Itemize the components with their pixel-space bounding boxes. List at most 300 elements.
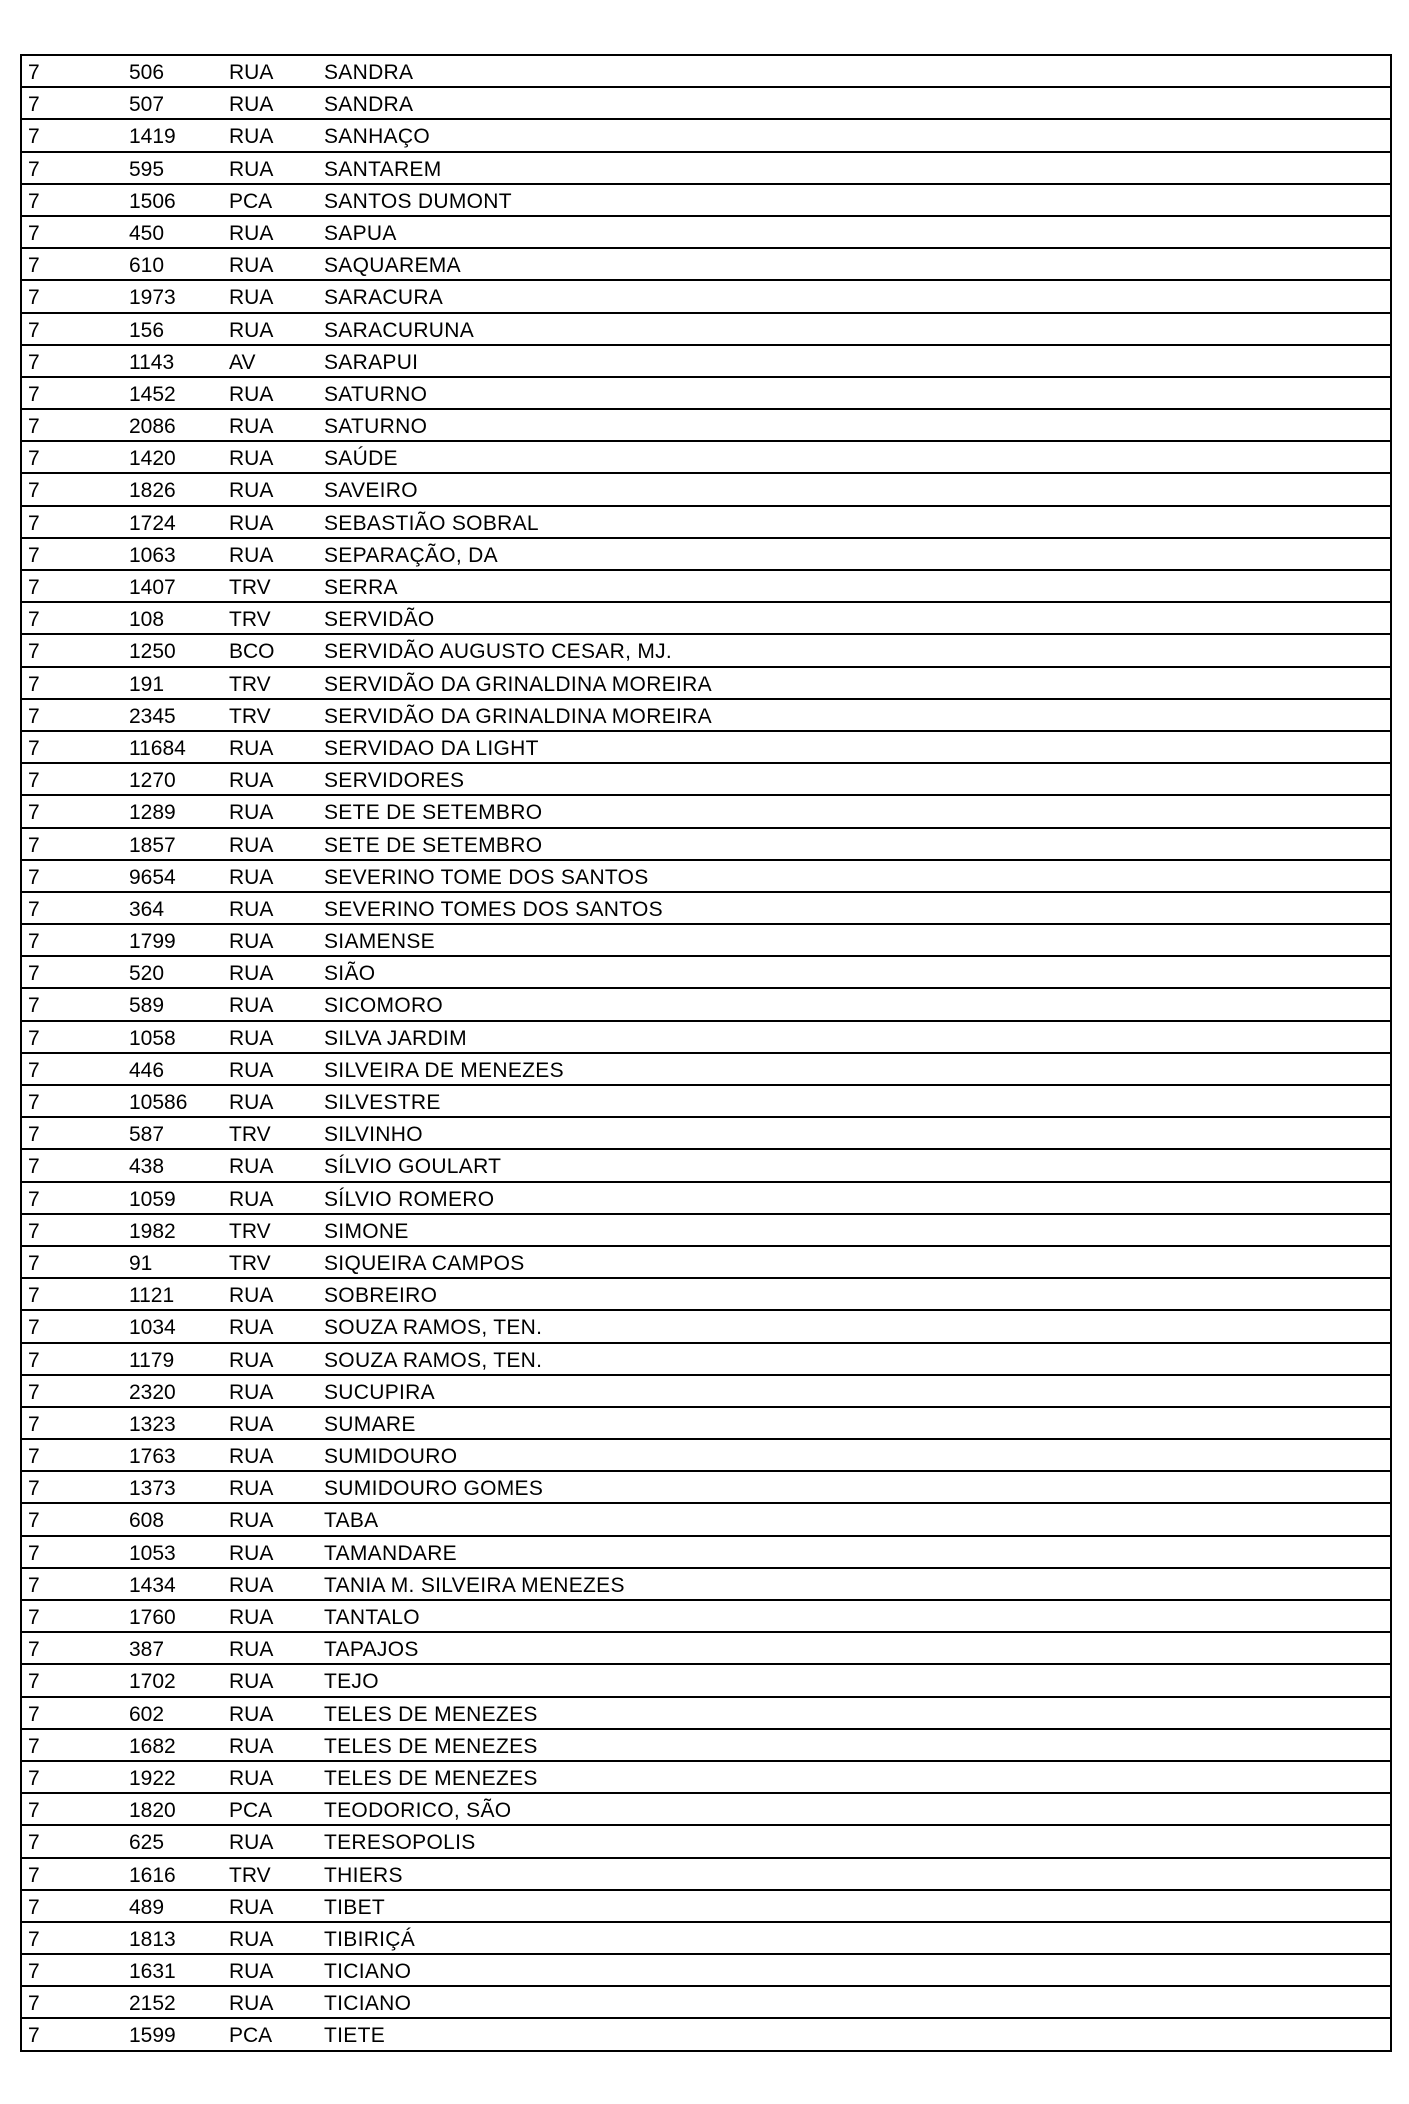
street-name-cell: TEJO	[324, 1670, 379, 1694]
code-cell: 1289	[129, 801, 176, 825]
zone-cell: 7	[28, 897, 40, 921]
street-type-cell: RUA	[229, 318, 274, 342]
table-row	[22, 120, 1390, 152]
street-name-cell: TAMANDARE	[324, 1541, 457, 1565]
zone-cell: 7	[28, 221, 40, 245]
zone-cell: 7	[28, 1831, 40, 1855]
street-type-cell: AV	[229, 350, 256, 374]
street-name-cell: SERVIDORES	[324, 769, 465, 793]
code-cell: 506	[129, 61, 165, 84]
street-type-cell: RUA	[229, 736, 274, 760]
table-row	[22, 764, 1390, 796]
street-type-cell: RUA	[229, 1670, 274, 1694]
street-name-cell: TANTALO	[324, 1606, 420, 1629]
street-name-cell: TICIANO	[324, 1960, 412, 1984]
table-row	[22, 989, 1390, 1021]
code-cell: 1058	[129, 1026, 176, 1050]
street-type-cell: RUA	[229, 1509, 274, 1533]
zone-cell: 7	[28, 1284, 40, 1308]
table-row	[22, 571, 1390, 603]
street-name-cell: TABA	[324, 1509, 379, 1533]
zone-cell: 7	[28, 1477, 40, 1501]
code-cell: 1799	[129, 930, 176, 954]
code-cell: 108	[129, 608, 165, 632]
zone-cell: 7	[28, 189, 40, 213]
table-row	[22, 1472, 1390, 1504]
code-cell: 1982	[129, 1219, 176, 1243]
code-cell: 2086	[129, 415, 176, 439]
table-row	[22, 1633, 1390, 1665]
street-name-cell: SUMARE	[324, 1412, 416, 1436]
street-name-cell: SETE DE SETEMBRO	[324, 801, 543, 825]
street-name-cell: SÍLVIO GOULART	[324, 1155, 502, 1179]
zone-cell: 7	[28, 286, 40, 310]
street-type-cell: RUA	[229, 93, 274, 117]
table-row	[22, 1408, 1390, 1440]
zone-cell: 7	[28, 511, 40, 535]
table-row	[22, 249, 1390, 281]
street-type-cell: RUA	[229, 1155, 274, 1179]
street-type-cell: RUA	[229, 1445, 274, 1469]
street-type-cell: RUA	[229, 1960, 274, 1984]
code-cell: 1826	[129, 479, 176, 503]
street-name-cell: SOUZA RAMOS, TEN.	[324, 1316, 543, 1340]
street-type-cell: RUA	[229, 511, 274, 535]
table-row	[22, 957, 1390, 989]
code-cell: 91	[129, 1251, 153, 1275]
code-cell: 602	[129, 1702, 165, 1726]
street-type-cell: RUA	[229, 994, 274, 1018]
street-type-cell: TRV	[229, 1219, 271, 1243]
street-name-cell: SAPUA	[324, 221, 397, 245]
street-type-cell: RUA	[229, 1284, 274, 1308]
zone-cell: 7	[28, 1573, 40, 1597]
code-cell: 1973	[129, 286, 176, 310]
code-cell: 1506	[129, 189, 176, 213]
street-type-cell: RUA	[229, 382, 274, 406]
zone-cell: 7	[28, 157, 40, 181]
street-type-cell: RUA	[229, 157, 274, 181]
code-cell: 2320	[129, 1380, 176, 1404]
street-type-cell: BCO	[229, 640, 275, 664]
table-row	[22, 1215, 1390, 1247]
street-type-cell: RUA	[229, 221, 274, 245]
table-row	[22, 378, 1390, 410]
street-name-cell: SANDRA	[324, 61, 414, 84]
street-type-cell: RUA	[229, 479, 274, 503]
table-row	[22, 829, 1390, 861]
street-type-cell: RUA	[229, 1091, 274, 1114]
table-row	[22, 153, 1390, 185]
street-name-cell: SARACURUNA	[324, 318, 475, 342]
street-type-cell: TRV	[229, 672, 271, 696]
code-cell: 191	[129, 672, 165, 696]
zone-cell: 7	[28, 608, 40, 632]
table-row	[22, 603, 1390, 635]
code-cell: 1373	[129, 1477, 176, 1501]
code-cell: 11684	[129, 736, 186, 760]
street-type-cell: RUA	[229, 897, 274, 921]
street-type-cell: RUA	[229, 254, 274, 278]
table-row	[22, 796, 1390, 828]
street-type-cell: RUA	[229, 1541, 274, 1565]
zone-cell: 7	[28, 1509, 40, 1533]
street-type-cell: RUA	[229, 1573, 274, 1597]
table-row	[22, 281, 1390, 313]
code-cell: 1250	[129, 640, 176, 664]
table-row	[22, 668, 1390, 700]
code-cell: 625	[129, 1831, 165, 1855]
street-type-cell: RUA	[229, 415, 274, 439]
zone-cell: 7	[28, 672, 40, 696]
table-row	[22, 1150, 1390, 1182]
street-type-cell: RUA	[229, 865, 274, 889]
street-name-cell: SIÃO	[324, 962, 376, 986]
street-name-cell: SANTOS DUMONT	[324, 189, 512, 213]
table-row	[22, 635, 1390, 667]
zone-cell: 7	[28, 1541, 40, 1565]
table-row	[22, 1923, 1390, 1955]
zone-cell: 7	[28, 415, 40, 439]
code-cell: 1270	[129, 769, 176, 793]
street-name-cell: TEODORICO, SÃO	[324, 1799, 512, 1823]
street-name-cell: SERVIDAO DA LIGHT	[324, 736, 539, 760]
zone-cell: 7	[28, 736, 40, 760]
street-name-cell: SAÚDE	[324, 447, 398, 471]
code-cell: 1452	[129, 382, 176, 406]
street-name-cell: SOUZA RAMOS, TEN.	[324, 1348, 543, 1372]
zone-cell: 7	[28, 318, 40, 342]
street-name-cell: SANHAÇO	[324, 125, 430, 149]
code-cell: 1631	[129, 1960, 176, 1984]
code-cell: 608	[129, 1509, 165, 1533]
street-name-cell: TIBET	[324, 1895, 386, 1919]
zone-cell: 7	[28, 350, 40, 374]
code-cell: 1143	[129, 350, 175, 374]
table-row	[22, 1955, 1390, 1987]
street-type-cell: RUA	[229, 1477, 274, 1501]
table-row	[22, 1859, 1390, 1891]
zone-cell: 7	[28, 1606, 40, 1629]
street-name-cell: TERESOPOLIS	[324, 1831, 476, 1855]
zone-cell: 7	[28, 1058, 40, 1082]
street-type-cell: TRV	[229, 704, 271, 728]
street-name-cell: SIQUEIRA CAMPOS	[324, 1251, 525, 1275]
street-name-cell: SERVIDÃO DA GRINALDINA MOREIRA	[324, 672, 712, 696]
zone-cell: 7	[28, 1766, 40, 1790]
table-row	[22, 1118, 1390, 1150]
street-name-cell: TANIA M. SILVEIRA MENEZES	[324, 1573, 625, 1597]
zone-cell: 7	[28, 1734, 40, 1758]
zone-cell: 7	[28, 382, 40, 406]
code-cell: 1922	[129, 1766, 176, 1790]
table-row	[22, 2019, 1390, 2051]
street-type-cell: RUA	[229, 447, 274, 471]
street-name-cell: SANDRA	[324, 93, 414, 117]
table-row	[22, 1569, 1390, 1601]
zone-cell: 7	[28, 994, 40, 1018]
street-name-cell: SERVIDÃO DA GRINALDINA MOREIRA	[324, 704, 712, 728]
table-row	[22, 185, 1390, 217]
street-type-cell: TRV	[229, 1251, 271, 1275]
zone-cell: 7	[28, 479, 40, 503]
street-type-cell: RUA	[229, 801, 274, 825]
code-cell: 2152	[129, 1992, 176, 2016]
code-cell: 1419	[129, 125, 176, 149]
table-row	[22, 1440, 1390, 1472]
street-name-cell: SICOMORO	[324, 994, 444, 1018]
code-cell: 1820	[129, 1799, 176, 1823]
code-cell: 1599	[129, 2024, 176, 2048]
code-cell: 364	[129, 897, 165, 921]
table-row	[22, 1376, 1390, 1408]
zone-cell: 7	[28, 801, 40, 825]
street-name-cell: TELES DE MENEZES	[324, 1702, 538, 1726]
street-name-cell: SOBREIRO	[324, 1284, 438, 1308]
street-name-cell: SEPARAÇÃO, DA	[324, 543, 498, 567]
zone-cell: 7	[28, 1123, 40, 1147]
table-row	[22, 507, 1390, 539]
street-type-cell: RUA	[229, 286, 274, 310]
code-cell: 489	[129, 1895, 165, 1919]
street-name-cell: SEVERINO TOMES DOS SANTOS	[324, 897, 663, 921]
street-type-cell: RUA	[229, 769, 274, 793]
zone-cell: 7	[28, 769, 40, 793]
street-name-cell: SÍLVIO ROMERO	[324, 1187, 495, 1211]
table-row	[22, 1054, 1390, 1086]
table-row	[22, 88, 1390, 120]
street-type-cell: RUA	[229, 1606, 274, 1629]
street-type-cell: TRV	[229, 608, 271, 632]
street-name-cell: SAVEIRO	[324, 479, 418, 503]
zone-cell: 7	[28, 1445, 40, 1469]
zone-cell: 7	[28, 1412, 40, 1436]
code-cell: 1616	[129, 1863, 176, 1887]
code-cell: 1323	[129, 1412, 176, 1436]
zone-cell: 7	[28, 1895, 40, 1919]
street-name-cell: SARACURA	[324, 286, 444, 310]
code-cell: 9654	[129, 865, 176, 889]
table-row	[22, 1086, 1390, 1118]
code-cell: 1059	[129, 1187, 176, 1211]
code-cell: 446	[129, 1058, 165, 1082]
street-name-cell: SANTAREM	[324, 157, 442, 181]
zone-cell: 7	[28, 930, 40, 954]
table-row	[22, 925, 1390, 957]
code-cell: 589	[129, 994, 165, 1018]
code-cell: 1034	[129, 1316, 176, 1340]
street-type-cell: PCA	[229, 2024, 273, 2048]
street-name-cell: SILVEIRA DE MENEZES	[324, 1058, 564, 1082]
code-cell: 1760	[129, 1606, 176, 1629]
code-cell: 595	[129, 157, 165, 181]
table-row	[22, 1247, 1390, 1279]
street-name-cell: TELES DE MENEZES	[324, 1734, 538, 1758]
table-row	[22, 1762, 1390, 1794]
table-row	[22, 539, 1390, 571]
table-row	[22, 1344, 1390, 1376]
street-type-cell: RUA	[229, 1992, 274, 2016]
street-name-cell: TELES DE MENEZES	[324, 1766, 538, 1790]
table-row	[22, 1601, 1390, 1633]
street-name-cell: SARAPUI	[324, 350, 419, 374]
table-row	[22, 1311, 1390, 1343]
zone-cell: 7	[28, 1155, 40, 1179]
street-name-cell: SIAMENSE	[324, 930, 435, 954]
zone-cell: 7	[28, 1091, 40, 1114]
street-name-cell: SILVA JARDIM	[324, 1026, 467, 1050]
table-row	[22, 474, 1390, 506]
code-cell: 520	[129, 962, 165, 986]
code-cell: 1063	[129, 543, 176, 567]
street-name-cell: TIBIRIÇÁ	[324, 1927, 416, 1951]
code-cell: 10586	[129, 1091, 188, 1114]
table-row	[22, 732, 1390, 764]
zone-cell: 7	[28, 576, 40, 599]
table-row	[22, 56, 1390, 88]
street-name-cell: SERRA	[324, 576, 398, 599]
street-type-cell: TRV	[229, 576, 271, 599]
street-type-cell: RUA	[229, 61, 274, 84]
street-type-cell: RUA	[229, 125, 274, 149]
street-name-cell: SATURNO	[324, 382, 428, 406]
code-cell: 156	[129, 318, 165, 342]
code-cell: 450	[129, 221, 165, 245]
street-name-cell: THIERS	[324, 1863, 403, 1887]
zone-cell: 7	[28, 833, 40, 857]
street-type-cell: TRV	[229, 1863, 271, 1887]
code-cell: 1053	[129, 1541, 176, 1565]
zone-cell: 7	[28, 1702, 40, 1726]
street-type-cell: RUA	[229, 1058, 274, 1082]
table-row	[22, 1504, 1390, 1536]
zone-cell: 7	[28, 1348, 40, 1372]
street-name-cell: SUCUPIRA	[324, 1380, 435, 1404]
code-cell: 1121	[129, 1284, 175, 1308]
code-cell: 1813	[129, 1927, 176, 1951]
street-type-cell: RUA	[229, 833, 274, 857]
zone-cell: 7	[28, 962, 40, 986]
code-cell: 1702	[129, 1670, 176, 1694]
code-cell: 1420	[129, 447, 176, 471]
zone-cell: 7	[28, 1380, 40, 1404]
street-type-cell: RUA	[229, 1766, 274, 1790]
table-row	[22, 346, 1390, 378]
zone-cell: 7	[28, 447, 40, 471]
zone-cell: 7	[28, 125, 40, 149]
street-name-cell: SAQUAREMA	[324, 254, 461, 278]
code-cell: 1763	[129, 1445, 176, 1469]
street-type-cell: RUA	[229, 1026, 274, 1050]
code-cell: 507	[129, 93, 165, 117]
zone-cell: 7	[28, 1187, 40, 1211]
street-name-cell: SUMIDOURO	[324, 1445, 458, 1469]
street-name-cell: SIMONE	[324, 1219, 409, 1243]
street-type-cell: RUA	[229, 1187, 274, 1211]
zone-cell: 7	[28, 865, 40, 889]
street-type-cell: RUA	[229, 1927, 274, 1951]
code-cell: 1857	[129, 833, 176, 857]
street-name-cell: TAPAJOS	[324, 1638, 419, 1662]
table-row	[22, 314, 1390, 346]
table-row	[22, 1891, 1390, 1923]
table-row	[22, 893, 1390, 925]
street-type-cell: RUA	[229, 1831, 274, 1855]
street-type-cell: TRV	[229, 1123, 271, 1147]
table-row	[22, 217, 1390, 249]
zone-cell: 7	[28, 1638, 40, 1662]
table-row	[22, 442, 1390, 474]
zone-cell: 7	[28, 640, 40, 664]
table-row	[22, 1987, 1390, 2019]
zone-cell: 7	[28, 1927, 40, 1951]
table-row	[22, 1537, 1390, 1569]
street-name-cell: SEVERINO TOME DOS SANTOS	[324, 865, 649, 889]
street-name-cell: SERVIDÃO AUGUSTO CESAR, MJ.	[324, 640, 673, 664]
zone-cell: 7	[28, 1992, 40, 2016]
zone-cell: 7	[28, 1799, 40, 1823]
street-name-cell: SEBASTIÃO SOBRAL	[324, 511, 539, 535]
code-cell: 1724	[129, 511, 176, 535]
street-list-table	[20, 54, 1392, 2052]
zone-cell: 7	[28, 93, 40, 117]
code-cell: 1434	[129, 1573, 176, 1597]
code-cell: 1407	[129, 576, 176, 599]
street-name-cell: SILVINHO	[324, 1123, 423, 1147]
table-row	[22, 700, 1390, 732]
zone-cell: 7	[28, 543, 40, 567]
street-type-cell: RUA	[229, 1895, 274, 1919]
street-type-cell: RUA	[229, 1734, 274, 1758]
table-row	[22, 1183, 1390, 1215]
street-name-cell: SETE DE SETEMBRO	[324, 833, 543, 857]
table-row	[22, 1665, 1390, 1697]
code-cell: 1179	[129, 1348, 175, 1372]
street-type-cell: RUA	[229, 930, 274, 954]
street-name-cell: SILVESTRE	[324, 1091, 441, 1114]
street-name-cell: SATURNO	[324, 415, 428, 439]
table-row	[22, 1794, 1390, 1826]
table-row	[22, 1279, 1390, 1311]
table-row	[22, 861, 1390, 893]
street-type-cell: RUA	[229, 1316, 274, 1340]
street-name-cell: SERVIDÃO	[324, 608, 435, 632]
code-cell: 587	[129, 1123, 165, 1147]
zone-cell: 7	[28, 1251, 40, 1275]
zone-cell: 7	[28, 61, 40, 84]
street-type-cell: RUA	[229, 543, 274, 567]
street-name-cell: TIETE	[324, 2024, 386, 2048]
table-row	[22, 1022, 1390, 1054]
street-type-cell: RUA	[229, 1348, 274, 1372]
code-cell: 2345	[129, 704, 176, 728]
zone-cell: 7	[28, 1670, 40, 1694]
zone-cell: 7	[28, 704, 40, 728]
street-type-cell: RUA	[229, 1638, 274, 1662]
street-type-cell: RUA	[229, 1380, 274, 1404]
code-cell: 1682	[129, 1734, 176, 1758]
street-type-cell: RUA	[229, 962, 274, 986]
table-row	[22, 1698, 1390, 1730]
zone-cell: 7	[28, 254, 40, 278]
table-row	[22, 1826, 1390, 1858]
street-type-cell: RUA	[229, 1702, 274, 1726]
street-name-cell: TICIANO	[324, 1992, 412, 2016]
zone-cell: 7	[28, 1863, 40, 1887]
zone-cell: 7	[28, 1316, 40, 1340]
street-type-cell: PCA	[229, 189, 273, 213]
table-row	[22, 1730, 1390, 1762]
